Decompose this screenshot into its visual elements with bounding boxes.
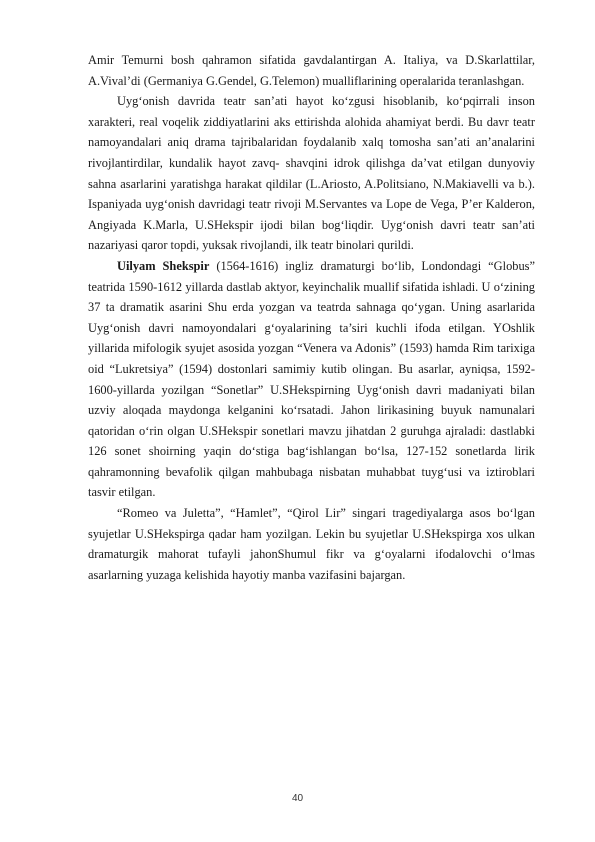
paragraph-tragedies: “Romeo va Juletta”, “Hamlet”, “Qirol Lir” singari tragediyalarga asos bo‘lgan syujetlar U.SHekspirga qadar ham yozilgan. Lekin bu syujetlar U.SHekspirga xos ulkan dramaturgik mahorat tufayli jahonShumul fikr va g‘oyalarni ifodalovchi o‘lmas asarlarning yuzaga kelishida hayotiy manba vazifasini bajargan. — [88, 506, 535, 582]
shakespeare-name: Uilyam Shekspir — [117, 258, 210, 273]
paragraph-renaissance-theatre: Uyg‘onish davrida teatr san’ati hayot ko‘zgusi hisoblanib, ko‘pqirrali inson xarakteri, real voqelik ziddiyatlarini aks ettirishda alohida ahamiyat berdi. Bu davr teatr namoyandalari aniq drama tajribalaridan foydalanib xalq tomosha san’ati an’analarini rivojlantirdilar, kundalik hayot zavq- shavqini idrok qilishga da’vat etilgan dunyoviy sahna asarlarini yaratishga harakat qildilar (L.Ariosto, A.Politsiano, N.Makiavelli va b.). Ispaniyada uyg‘onish davridagi teatr rivoji M.Servantes va Lope de Vega, P’er Kalderon, Angiyada K.Marla, U.SHekspir ijodi bilan bog‘liqdir. Uyg‘onish davri teatr san’ati nazariyasi qaror topdi, yuksak rivojlandi, ilk teatr binolari qurildi. — [88, 94, 535, 253]
shakespeare-text: (1564-1616) ingliz dramaturgi bo‘lib, Londondagi “Globus” teatrida 1590-1612 yillarda dastlab aktyor, keyinchalik muallif sifatida ishladi. U o‘zining 37 ta dramatik asarini Shu erda yozgan va teatrda sahnaga qo‘ygan. Uning asarlarida Uyg‘onish davri namoyondalari g‘oyalarining ta’siri kuchli ifoda etilgan. YOshlik yillarida mifologik syujet asosida yozgan “Venera va Adonis” (1593) hamda Rim tarixiga oid “Lukretsiya” (1594) dostonlari samimiy kutib olingan. Bu asarlar, ayniqsa, 1592-1600-yillarda yozilgan “Sonetlar” U.SHekspirning Uyg‘onish davri madaniyati bilan uzviy aloqada maydonga kelganini ko‘rsatadi. Jahon lirikasining buyuk namunalari qatoridan o‘rin olgan U.SHekspir sonetlari mavzu jihatdan 2 guruhga ajraladi: dastlabki 126 sonet shoirning yaqin do‘stiga bag‘ishlangan bo‘lsa, 127-152 sonetlarda lirik qahramonning bevafolik qilgan mahbubaga nisbatan muhabbat tuyg‘usi va iztiroblari tasvir etilgan. — [88, 258, 535, 500]
paragraph-shakespeare — [88, 256, 535, 503]
paragraph-opera: Amir Temurni bosh qahramon sifatida gavdalantirgan A. Italiya, va D.Skarlattilar, A.Vival’di (Germaniya G.Gendel, G.Telemon) mualliflarining operalarida teranlashgan. — [88, 53, 535, 88]
page-number: 40 — [291, 793, 304, 804]
document-page — [88, 50, 535, 585]
